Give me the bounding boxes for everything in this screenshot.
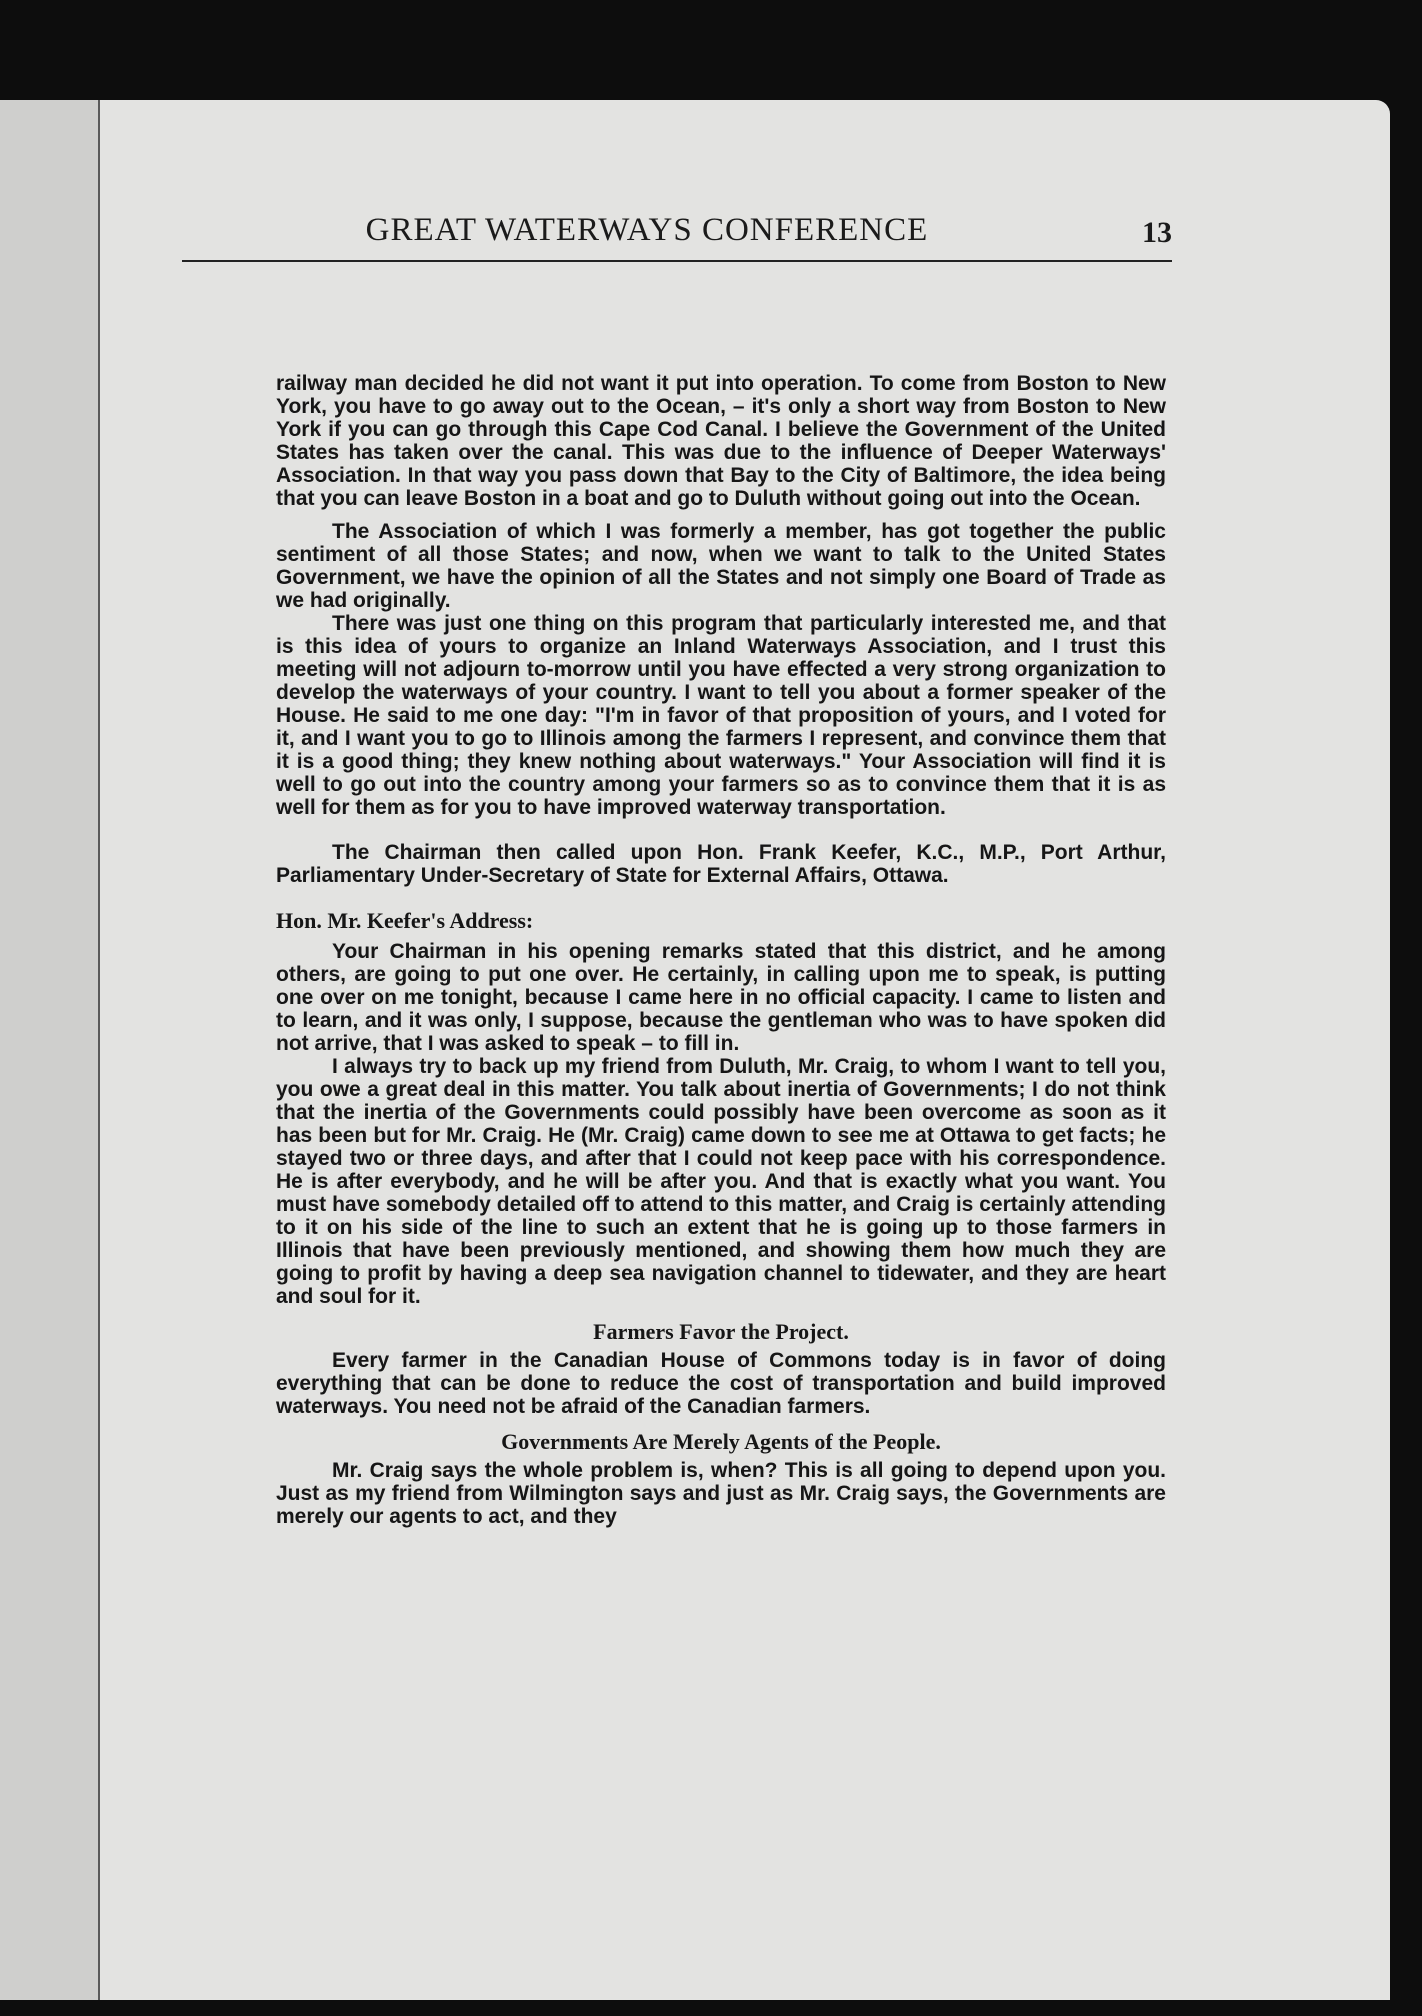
paragraph-3: There was just one thing on this program that particularly interested me, and that is this idea of yours to organize an Inland Waterways Association, and I trust this meeting will not adjourn to-morrow until you have effected a very strong organization to develop the waterways of your country. I want to tell you about a former speaker of the House. He said to me one day: "I'm in favor of that proposition of yours, and I voted for it, and I want you to go to Illinois among the farmers I represent, and convince them that it is a good thing; they knew nothing about waterways." Your Association will find it is well to go out into the country among your farmers so as to convince them that it is as well for them as for you to have improved waterway transportation. (276, 612, 1166, 819)
paragraph-6: I always try to back up my friend from Duluth, Mr. Craig, to whom I want to tell you, you owe a great deal in this matter. You talk about inertia of Governments; I do not think that the inertia of the Governments could possibly have been overcome as soon as it has been but for Mr. Craig. He (Mr. Craig) came down to see me at Ottawa to get facts; he stayed two or three days, and after that I could not keep pace with his correspondence. He is after everybody, and he will be after you. And that is exactly what you want. You must have somebody detailed off to attend to this matter, and Craig is certainly attending to it on his side of the line to such an extent that he is going up to those farmers in Illinois that have been previously mentioned, and showing them how much they are going to profit by having a deep sea navigation channel to tidewater, and they are heart and soul for it. (276, 1055, 1166, 1308)
header-rule (182, 260, 1172, 262)
page-body (276, 372, 1166, 1528)
header-title: GREAT WATERWAYS CONFERENCE (365, 212, 929, 248)
section-heading-farmers: Farmers Favor the Project. (593, 1319, 849, 1344)
paragraph-5: Your Chairman in his opening remarks stated that this district, and he among others, are going to put one over. He certainly, in calling upon me to speak, is putting one over on me tonight, because I came here in no official capacity. I came to listen and to learn, and it was only, I suppose, because the gentleman who was to have spoken did not arrive, that I was asked to speak – to fill in. (276, 940, 1166, 1055)
paragraph-4: The Chairman then called upon Hon. Frank Keefer, K.C., M.P., Port Arthur, Parliamentary Under-Secretary of State for External Affairs, Ottawa. (276, 841, 1166, 887)
paragraph-8: Mr. Craig says the whole problem is, when? This is all going to depend upon you. Just as my friend from Wilmington says and just as Mr. Craig says, the Governments are merely our agents to act, and they (276, 1459, 1166, 1528)
page-number: 13 (1142, 216, 1172, 249)
paragraph-2: The Association of which I was formerly a member, has got together the public sentiment of all those States; and now, when we want to talk to the United States Government, we have the opinion of all the States and not simply one Board of Trade as we had originally. (276, 520, 1166, 612)
paragraph-7: Every farmer in the Canadian House of Commons today is in favor of doing everything that can be done to reduce the cost of transportation and build improved waterways. You need not be afraid of the Canadian farmers. (276, 1349, 1166, 1418)
running-header (182, 212, 1172, 272)
paragraph-1: railway man decided he did not want it put into operation. To come from Boston to New York, you have to go away out to the Ocean, – it's only a short way from Boston to New York if you can go through this Cape Cod Canal. I believe the Government of the United States has taken over the canal. This was due to the influence of Deeper Waterways' Association. In that way you pass down that Bay to the City of Baltimore, the idea being that you can leave Boston in a boat and go to Duluth without going out into the Ocean. (276, 372, 1166, 510)
section-heading-governments: Governments Are Merely Agents of the People. (501, 1429, 941, 1454)
section-heading-keefer: Hon. Mr. Keefer's Address: (276, 908, 534, 933)
